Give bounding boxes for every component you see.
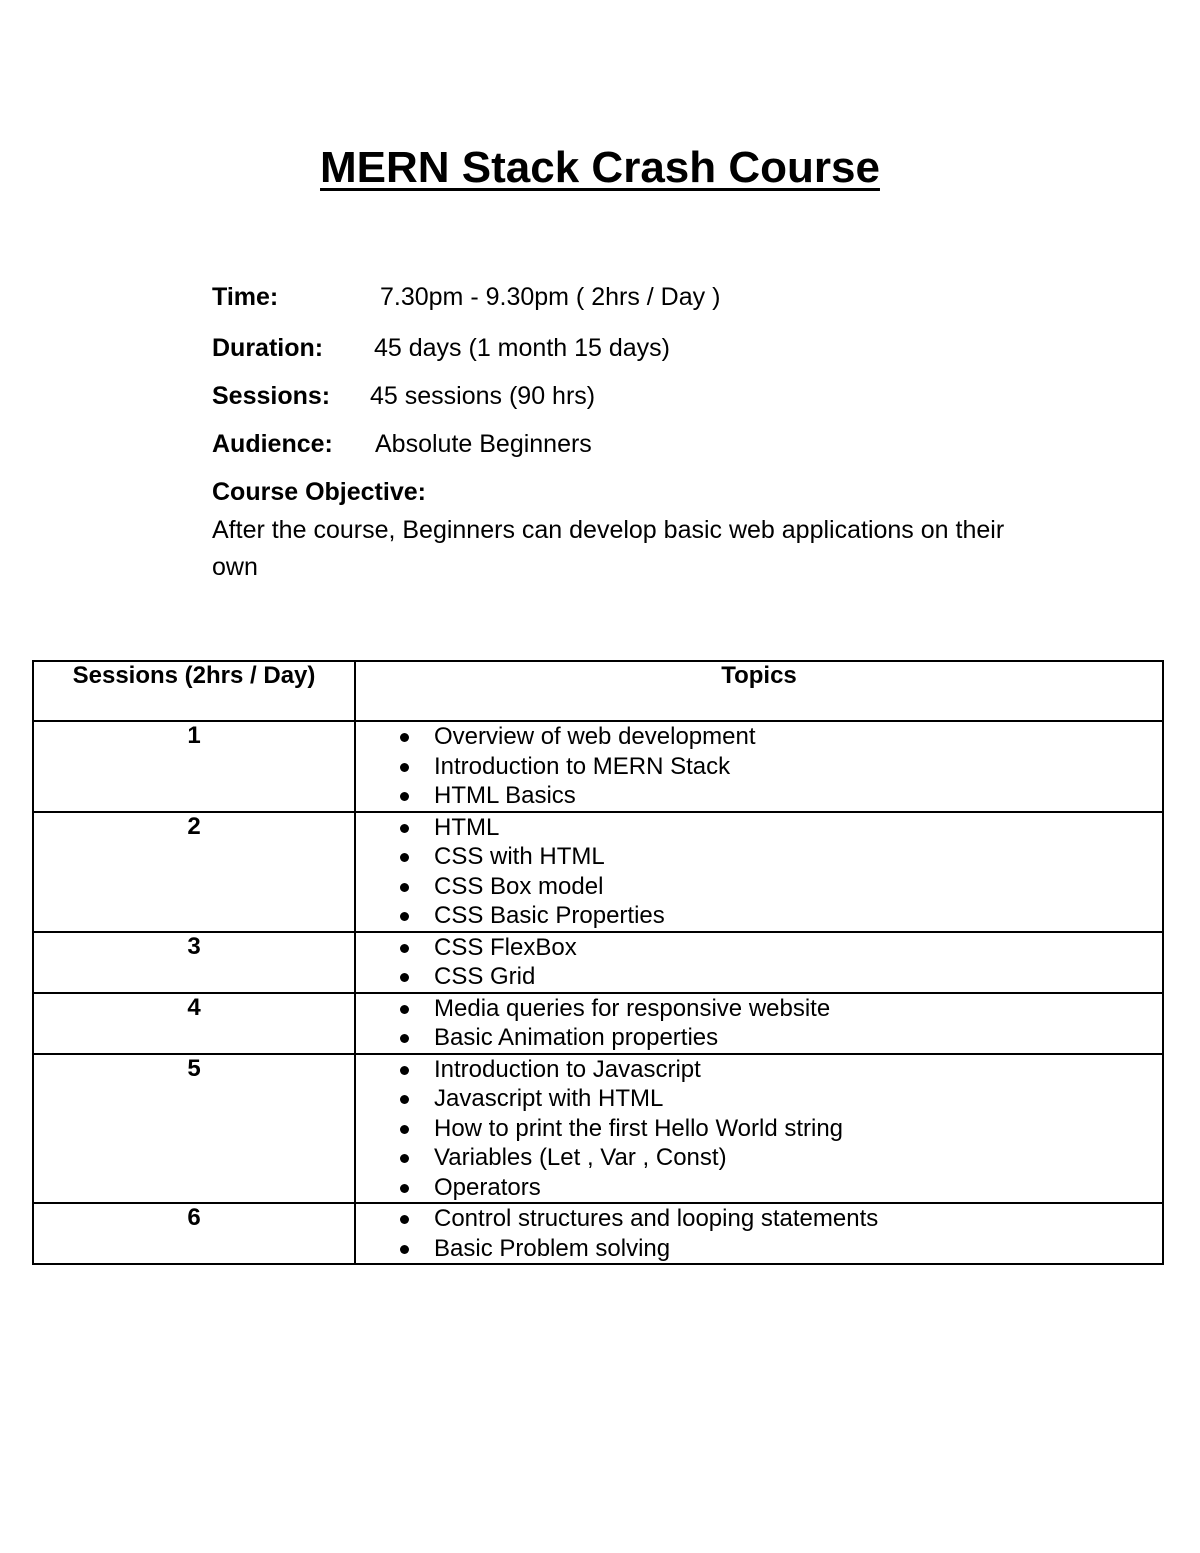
list-item [400,1204,1162,1234]
topic-list [356,994,1162,1053]
list-item [400,752,1162,782]
list-item [400,933,1162,963]
duration-label: Duration: [212,334,324,362]
list-item [400,1023,1162,1053]
bullet-icon [400,1066,409,1075]
table-row [33,932,1163,993]
bullet-icon [400,973,409,982]
bullet-icon [400,792,409,801]
list-item [400,1084,1162,1114]
audience-label: Audience: [212,430,333,458]
list-item [400,1114,1162,1144]
list-item [400,994,1162,1024]
list-item [400,813,1162,843]
bullet-icon [400,1184,409,1193]
bullet-icon [400,1005,409,1014]
objective-label: Course Objective: [212,478,426,506]
session-number: 5 [33,1054,355,1204]
list-item [400,962,1162,992]
bullet-icon [400,1245,409,1254]
info-time [212,282,720,312]
page-title: MERN Stack Crash Course [320,143,880,192]
session-schedule-table [32,660,1164,1265]
table-row [33,721,1163,812]
list-item [400,842,1162,872]
session-number: 4 [33,993,355,1054]
header-sessions: Sessions (2hrs / Day) [33,661,355,721]
session-topics [355,1203,1163,1264]
header-topics: Topics [355,661,1163,721]
bullet-icon [400,1034,409,1043]
bullet-icon [400,1154,409,1163]
list-item [400,1173,1162,1203]
info-duration [212,333,670,363]
time-value: 7.30pm - 9.30pm ( 2hrs / Day ) [380,283,721,311]
list-item [400,901,1162,931]
session-topics [355,721,1163,812]
topic-list [356,933,1162,992]
info-sessions [212,381,595,411]
time-label: Time: [212,283,279,311]
bullet-icon [400,824,409,833]
table-row [33,1203,1163,1264]
topic-text: How to print the first Hello World string [434,1114,844,1142]
audience-value: Absolute Beginners [375,430,592,458]
list-item [400,1143,1162,1173]
duration-value: 45 days (1 month 15 days) [374,334,670,362]
table-row [33,993,1163,1054]
bullet-icon [400,1095,409,1104]
bullet-icon [400,763,409,772]
list-item [400,1234,1162,1264]
sessions-label: Sessions: [212,382,331,410]
topic-text: HTML [434,813,500,841]
table-row [33,1054,1163,1204]
topic-text: CSS Basic Properties [434,902,665,929]
topic-text: Introduction to Javascript [434,1055,701,1083]
topic-text: CSS with HTML [434,843,605,870]
topic-text: CSS Grid [434,963,536,990]
bullet-icon [400,944,409,953]
session-topics [355,932,1163,993]
bullet-icon [400,883,409,892]
topic-text: CSS FlexBox [434,933,577,961]
list-item [400,722,1162,752]
bullet-icon [400,912,409,921]
table-body [33,721,1163,1264]
list-item [400,872,1162,902]
topic-text: Operators [434,1173,541,1201]
topic-list [356,1204,1162,1263]
info-audience [212,429,592,459]
table-header-row [33,661,1163,721]
topic-text: Introduction to MERN Stack [434,752,731,780]
topic-list [356,813,1162,931]
topic-text: Javascript with HTML [434,1085,664,1112]
topic-list [356,722,1162,811]
topic-text: Media queries for responsive website [434,994,831,1022]
topic-text: Basic Problem solving [434,1234,671,1262]
session-topics [355,812,1163,932]
topic-text: HTML Basics [434,782,576,809]
topic-text: Control structures and looping statements [434,1205,879,1232]
session-topics [355,1054,1163,1204]
session-number: 3 [33,932,355,993]
sessions-value: 45 sessions (90 hrs) [370,382,596,410]
session-number: 1 [33,721,355,812]
topic-text: Overview of web development [434,723,756,750]
session-topics [355,993,1163,1054]
topic-text: CSS Box model [434,872,604,900]
session-number: 6 [33,1203,355,1264]
objective-text: After the course, Beginners can develop basic web applications on their own [212,516,1005,581]
list-item [400,781,1162,811]
bullet-icon [400,853,409,862]
topic-text: Variables (Let , Var , Const) [434,1144,727,1171]
table-row [33,812,1163,932]
bullet-icon [400,1215,409,1224]
topic-list [356,1055,1162,1203]
bullet-icon [400,733,409,742]
list-item [400,1055,1162,1085]
topic-text: Basic Animation properties [434,1024,719,1051]
bullet-icon [400,1125,409,1134]
session-number: 2 [33,812,355,932]
